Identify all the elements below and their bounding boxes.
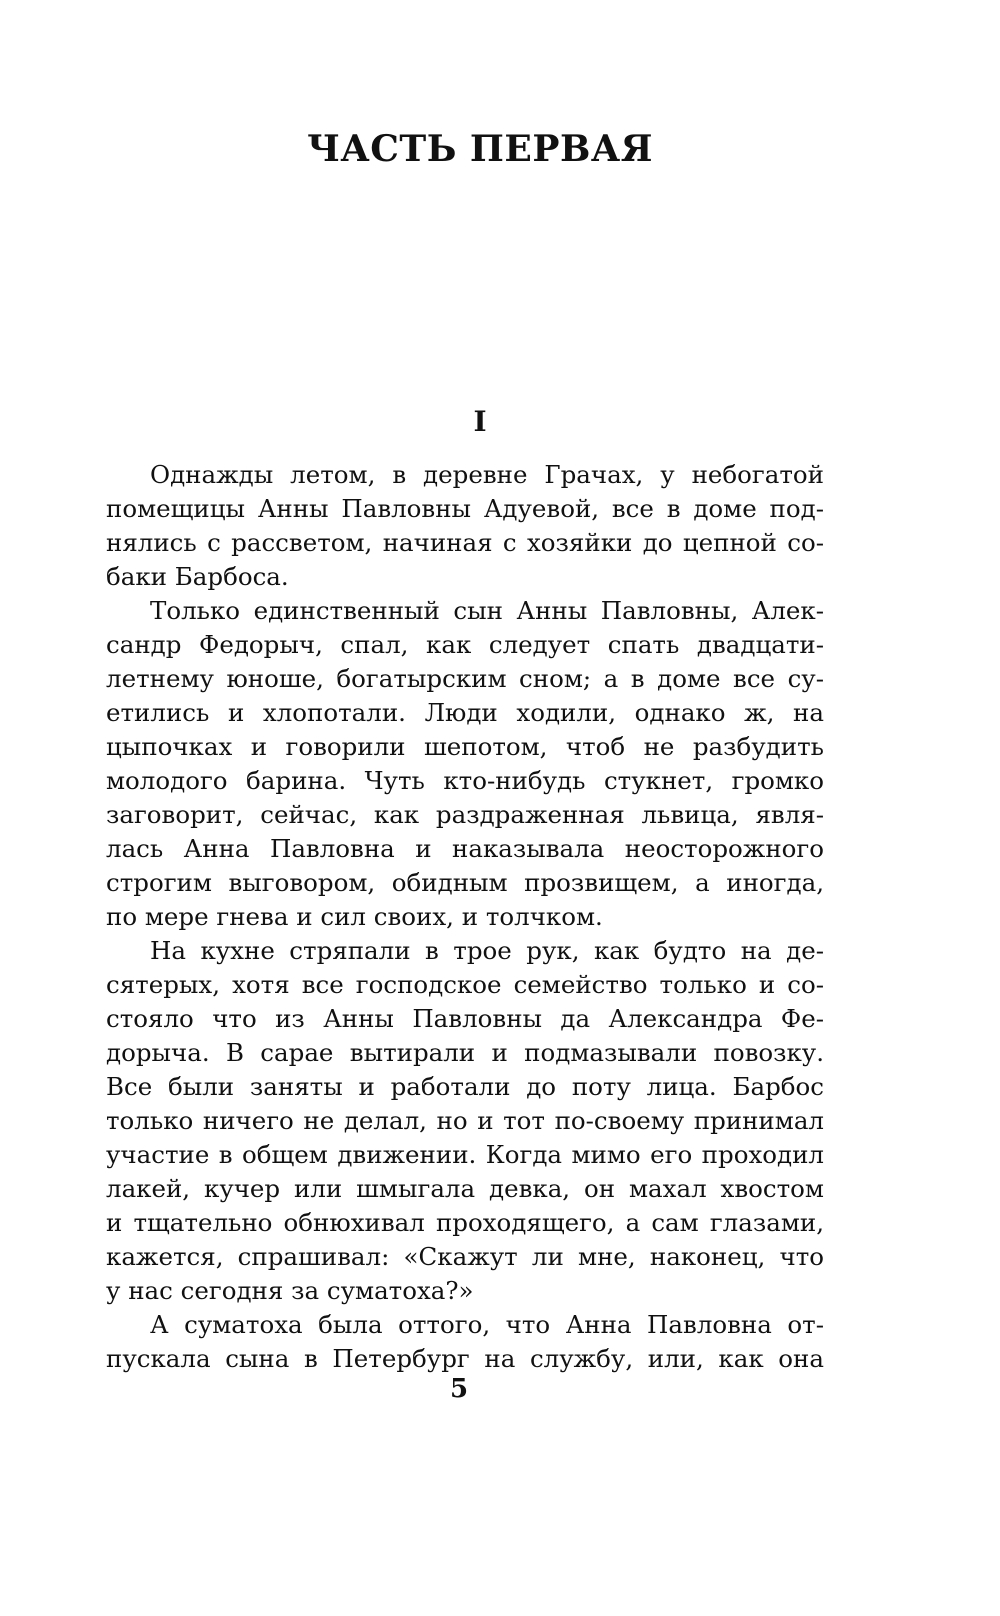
text-line: помещицы Анны Павловны Адуевой, все в доме под- xyxy=(106,494,824,523)
text-line: дорыча. В сарае вытирали и подмазывали повозку. xyxy=(106,1038,824,1067)
text-line: Только единственный сын Анны Павловны, Алек- xyxy=(150,596,824,625)
text-line: пускала сына в Петербург на службу, или, как она xyxy=(106,1344,824,1373)
text-line: А суматоха была оттого, что Анна Павловна от- xyxy=(150,1310,824,1339)
text-line: летнему юноше, богатырским сном; а в доме все су- xyxy=(106,664,824,693)
text-line: Все были заняты и работали до поту лица. Барбос xyxy=(106,1072,824,1101)
text-line: кажется, спрашивал: «Скажут ли мне, наконец, что xyxy=(106,1242,824,1271)
text-line: заговорит, сейчас, как раздраженная львица, явля- xyxy=(106,800,824,829)
page-number: 5 xyxy=(449,1374,469,1404)
paragraph xyxy=(106,594,824,934)
text-line: участие в общем движении. Когда мимо его проходил xyxy=(106,1140,824,1169)
text-line: лакей, кучер или шмыгала девка, он махал хвостом xyxy=(106,1174,824,1203)
text-line: строгим выговором, обидным прозвищем, а иногда, xyxy=(106,868,824,897)
paragraph xyxy=(106,458,824,594)
text-line: нялись с рассветом, начиная с хозяйки до цепной со- xyxy=(106,528,824,557)
text-line: сятерых, хотя все господское семейство только и со- xyxy=(106,970,824,999)
text-line: и тщательно обнюхивал проходящего, а сам глазами, xyxy=(106,1208,824,1237)
paragraph xyxy=(106,934,824,1308)
text-line: у нас сегодня за суматоха?» xyxy=(106,1276,474,1305)
part-title: ЧАСТЬ ПЕРВАЯ xyxy=(307,128,653,170)
paragraph xyxy=(106,1308,824,1376)
text-line: баки Барбоса. xyxy=(106,562,289,591)
text-line: стояло что из Анны Павловны да Александра Фе- xyxy=(106,1004,824,1033)
text-line: На кухне стряпали в трое рук, как будто на де- xyxy=(150,936,824,965)
chapter-number: I xyxy=(473,405,487,438)
text-line: етились и хлопотали. Люди ходили, однако ж, на xyxy=(106,698,824,727)
text-line: сандр Федорыч, спал, как следует спать двадцати- xyxy=(106,630,824,659)
text-line: молодого барина. Чуть кто-нибудь стукнет, громко xyxy=(106,766,824,795)
text-line: Однажды летом, в деревне Грачах, у небогатой xyxy=(150,460,824,489)
text-line: только ничего не делал, но и тот по-своему принимал xyxy=(106,1106,824,1135)
chapter-text xyxy=(106,458,824,1376)
text-line: по мере гнева и сил своих, и толчком. xyxy=(106,902,603,931)
text-line: лась Анна Павловна и наказывала неосторожного xyxy=(106,834,824,863)
text-line: цыпочках и говорили шепотом, чтоб не разбудить xyxy=(106,732,824,761)
